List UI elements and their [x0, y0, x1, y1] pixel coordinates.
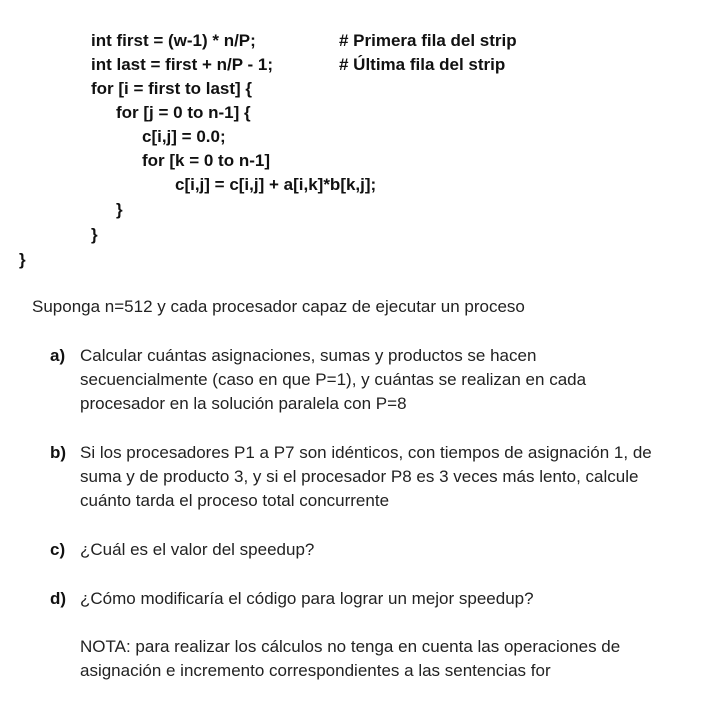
note-line-1: NOTA: para realizar los cálculos no tenga en cuenta las operaciones de [80, 637, 621, 656]
code-line-accumulate: c[i,j] = c[i,j] + a[i,k]*b[k,j]; [175, 175, 377, 194]
item-text-d [80, 587, 705, 611]
item-label-d: d) [50, 589, 67, 608]
code-comment-first: # Primera fila del strip [339, 31, 517, 50]
code-line-close-i: } [91, 225, 98, 244]
code-line-init-c: c[i,j] = 0.0; [142, 127, 226, 146]
note-line-2: asignación e incremento correspondientes a las sentencias for [80, 661, 551, 680]
item-text-c [80, 538, 705, 562]
code-line-last: int last = first + n/P - 1; [91, 55, 274, 74]
item-a-line-2: secuencialmente (caso en que P=1), y cuántas se realizan en cada [80, 370, 587, 389]
code-line-close-j: } [116, 200, 123, 219]
item-d-line-1: ¿Cómo modificaría el código para lograr un mejor speedup? [80, 589, 534, 608]
code-comment-last: # Última fila del strip [339, 55, 506, 74]
item-text-a [80, 344, 705, 416]
item-label-a: a) [50, 346, 66, 365]
item-b-line-1: Si los procesadores P1 a P7 son idénticos, con tiempos de asignación 1, de [80, 443, 652, 462]
item-label-b: b) [50, 443, 67, 462]
code-line-first: int first = (w-1) * n/P; [91, 31, 256, 50]
code-line-for-k: for [k = 0 to n-1] [142, 151, 270, 170]
item-label-c: c) [50, 540, 66, 559]
intro-text: Suponga n=512 y cada procesador capaz de ejecutar un proceso [32, 297, 525, 316]
item-b-line-3: cuánto tarda el proceso total concurrente [80, 491, 390, 510]
item-a-line-3: procesador en la solución paralela con P=8 [80, 394, 407, 413]
code-line-for-i: for [i = first to last] { [91, 79, 253, 98]
note-text [80, 635, 705, 683]
item-a-line-1: Calcular cuántas asignaciones, sumas y productos se hacen [80, 346, 537, 365]
code-line-for-j: for [j = 0 to n-1] { [116, 103, 251, 122]
item-c-line-1: ¿Cuál es el valor del speedup? [80, 540, 315, 559]
item-text-b [80, 441, 705, 513]
code-line-close-outer: } [19, 250, 26, 269]
item-b-line-2: suma y de producto 3, y si el procesador P8 es 3 veces más lento, calcule [80, 467, 639, 486]
